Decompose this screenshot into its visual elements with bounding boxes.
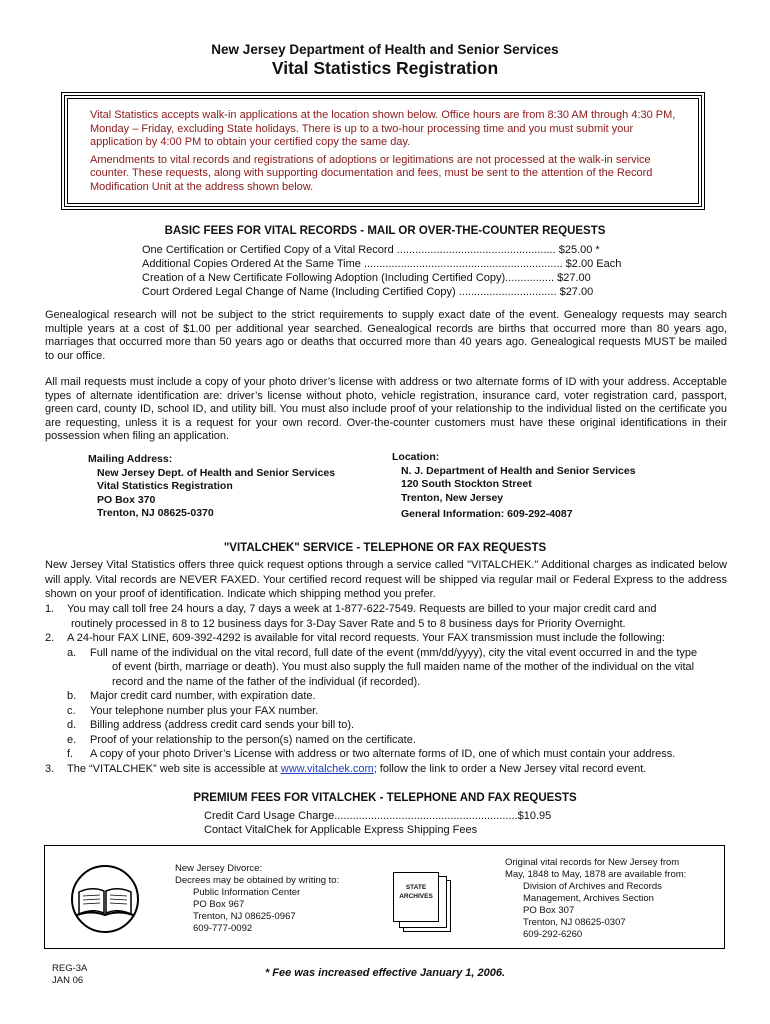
genealogy-paragraph: Genealogical research will not be subject to the strict requirements to supply exact date of the event. Genealogy requests may search multiple years at a cost of $1.00 per additional year searched. Genealogical records are births that occurred more than 80 years ago, marriages that occurred more than 50 years ago or deaths that occurred more than 40 years ago. Genealogical requests MUST be mailed to our office. (45, 309, 727, 362)
fee-item: Additional Copies Ordered At the Same Time ................................................................. $2.00 Each (142, 258, 622, 270)
walk-in-notice-box (64, 95, 702, 207)
fee-item: Contact VitalChek for Applicable Express Shipping Fees (204, 824, 478, 836)
divorce-records-info: New Jersey Divorce: Decrees may be obtained by writing to: Public Information Center PO Box 967 Trenton, NJ 08625-0967 609-777-0092 (175, 863, 340, 934)
vitalchek-heading: "VITALCHEK" SERVICE - TELEPHONE OR FAX REQUESTS (223, 542, 547, 554)
fax-requirement-item: b. Major credit card number, with expiration date. (67, 690, 316, 702)
mailing-address-line: PO Box 370 (97, 493, 156, 506)
fax-requirement-item: c. Your telephone number plus your FAX number. (67, 704, 319, 717)
state-archives-info: Original vital records for New Jersey from May, 1848 to May, 1878 are available from: Division of Archives and Records Management, Archives Section PO Box 307 Trenton, NJ 08625-0307 609-292-6260 (505, 857, 687, 940)
fax-requirement-item: d. Billing address (address credit card sends your bill to). (67, 719, 355, 731)
vitalchek-intro: New Jersey Vital Statistics offers three quick request options through a service called "VITALCHEK." Additional charges as indicated below will apply. Vital records are NEVER FAXED. Your certified record request will be shipped via regular mail or Federal Express to the address shown on your proof of identification. Indicate which shipping method you prefer. (45, 559, 727, 600)
mailing-address-line: New Jersey Dept. of Health and Senior Services (97, 466, 336, 479)
fax-requirement-item: f. A copy of your photo Driver’s License with address or two alternate forms of ID, one of which must contain your address. (67, 748, 676, 760)
mailing-address-line: Trenton, NJ 08625-0370 (97, 507, 214, 519)
phone-option-text: You may call toll free 24 hours a day, 7 days a week at 1-877-622-7549. Requests are billed to your major credit card and (67, 603, 657, 615)
location-label: Location: (392, 451, 440, 463)
fax-requirement-continuation: record and the name of the father of the individual (if recorded). (112, 675, 421, 688)
notice-amendments-paragraph: Amendments to vital records and registrations of adoptions or legitimations are not processed at the walk-in service counter. These requests, along with supporting documentation and fees, must be sent to the attention of the Record Modification Unit at the address shown below. (90, 153, 653, 193)
premium-fees-heading: PREMIUM FEES FOR VITALCHEK - TELEPHONE AND FAX REQUESTS (193, 792, 577, 804)
fee-item: One Certification or Certified Copy of a Vital Record .................................................... $25.00 * (142, 244, 600, 256)
general-information-phone: General Information: 609-292-4087 (401, 508, 573, 520)
additional-records-box (44, 845, 725, 949)
notice-hours-paragraph: Vital Statistics accepts walk-in applications at the location shown below. Office hours are from 8:30 AM through 4:30 PM, Monday – Friday, excluding State holidays. There is up to a two-hour processing time and you must submit your application by 4:00 PM to obtain your certified copy the same day. (90, 109, 676, 148)
fee-footnote: * Fee was increased effective January 1, 2006. (264, 967, 506, 979)
open-book-icon (65, 864, 145, 934)
vitalchek-options-list (45, 602, 730, 776)
mailing-address (88, 453, 335, 521)
fax-option-text: A 24-hour FAX LINE, 609-392-4292 is available for vital record requests. Your FAX transmission must include the following: (67, 632, 665, 644)
list-item: 1. You may call toll free 24 hours a day, 7 days a week at 1-877-622-7549. Requests are billed to your major credit card and routinely processed in 8 to 12 business days for 3-Day Saver Rate and 5 to 8 business days for Priority Overnight. (45, 602, 730, 631)
form-reference: REG-3A JAN 06 (52, 963, 88, 986)
mailing-address-line: Vital Statistics Registration (97, 480, 233, 492)
mail-requests-paragraph: All mail requests must include a copy of your photo driver’s license with address or two alternate forms of ID with your address. Acceptable types of alternate identification are: driver’s license without photo, vehicle registration, insurance card, voter registration card, passport, green card, county ID, school ID, and utility bill. You must also include proof of your relationship to the individual listed on the certificate you are requesting, unless it is a request for your own record. Over-the-counter customers must have these original identifications in their possession when filing an application. (45, 376, 727, 443)
fax-requirement-item: e. Proof of your relationship to the person(s) named on the certificate. (67, 733, 416, 746)
list-item: 2. A 24-hour FAX LINE, 609-392-4292 is available for vital record requests. Your FAX transmission must include the following: (45, 631, 730, 646)
page-title: Vital Statistics Registration (271, 58, 499, 78)
location-address (392, 451, 636, 522)
department-heading: New Jersey Department of Health and Senior Services (211, 42, 559, 57)
location-line: N. J. Department of Health and Senior Services (401, 464, 636, 477)
location-line: 120 South Stockton Street (401, 478, 532, 490)
mailing-address-label: Mailing Address: (88, 453, 173, 465)
basic-fees-list (142, 243, 621, 299)
premium-fees-list (204, 809, 551, 837)
vitalchek-website-link[interactable]: www.vitalchek.com (280, 762, 374, 775)
state-archives-icon: STATE ARCHIVES (393, 872, 455, 934)
location-line: Trenton, New Jersey (401, 491, 504, 504)
phone-option-text: routinely processed in 8 to 12 business days for 3-Day Saver Rate and 5 to 8 business days for Priority Overnight. (71, 617, 626, 630)
fax-requirement-continuation: of event (birth, marriage or death). You must also supply the full maiden name of the mother of the individual on the vital (112, 661, 695, 673)
fee-item: Credit Card Usage Charge............................................................$10.95 (204, 810, 552, 822)
list-item: 3. The “VITALCHEK” web site is accessible at www.vitalchek.com; follow the link to order a New Jersey vital record event. (45, 762, 647, 775)
fee-item: Court Ordered Legal Change of Name (Including Certified Copy) ................................ $27.00 (142, 286, 594, 298)
fee-item: Creation of a New Certificate Following Adoption (Including Certified Copy)................ $27.00 (142, 272, 591, 284)
fax-requirement-item: a. Full name of the individual on the vital record, full date of the event (mm/dd/yyyy), city the vital event occurred in and the type (67, 646, 698, 659)
basic-fees-heading: BASIC FEES FOR VITAL RECORDS - MAIL OR OVER-THE-COUNTER REQUESTS (164, 225, 606, 237)
